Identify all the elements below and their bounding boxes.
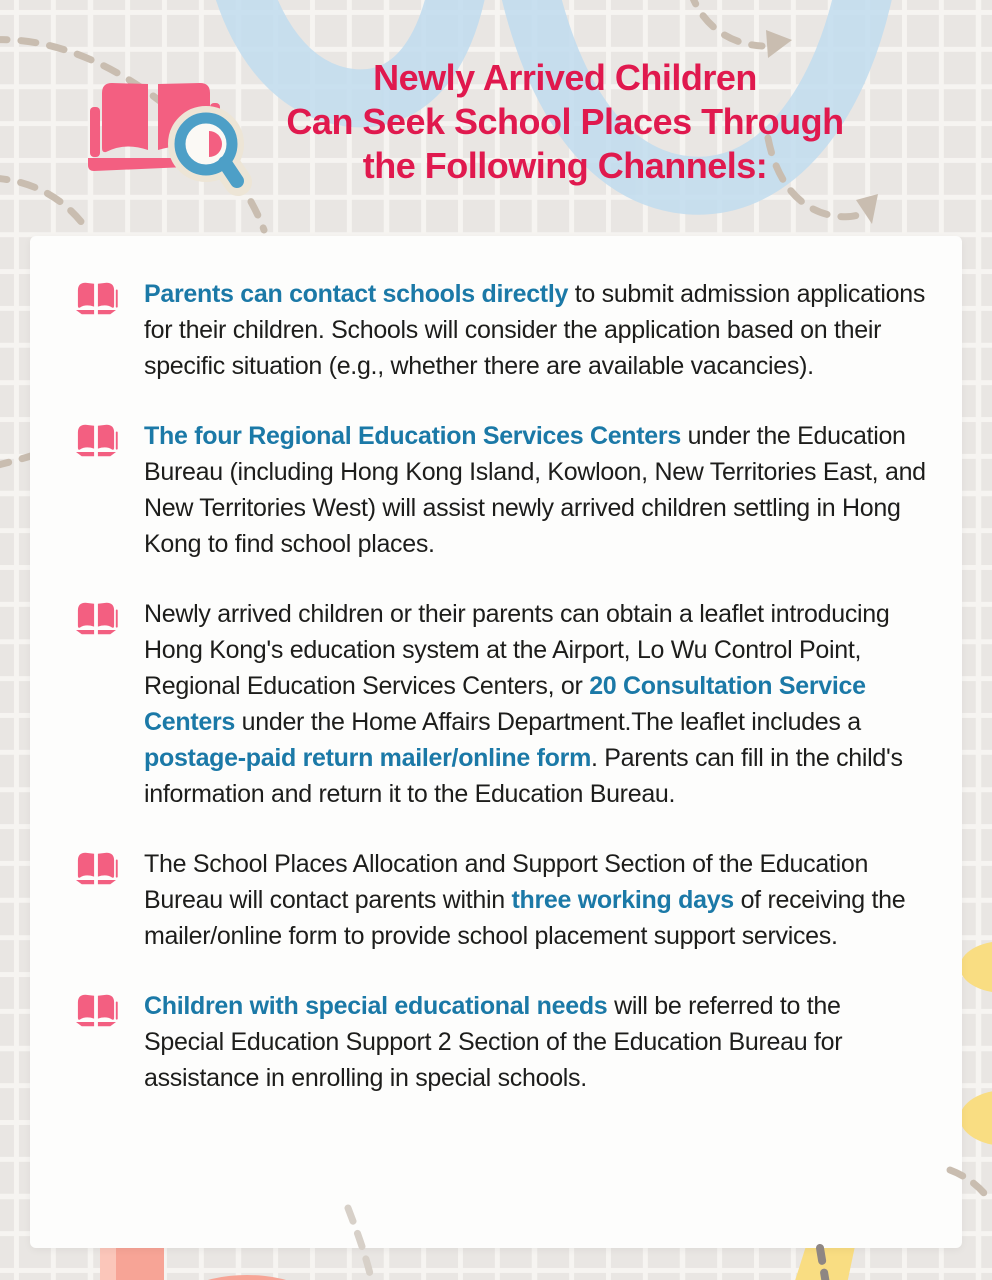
body-text: to submit admission applications for their children. Schools will consider the application based on their specific situation (e.g., whether there are available vacancies). — [144, 280, 926, 380]
title-line-1: Newly Arrived Children — [373, 57, 757, 98]
list-item — [74, 418, 926, 562]
body-text: . Parents can fill in the child's information and return it to the Education Bureau. — [144, 744, 903, 808]
body-text: under the Home Affairs Department.The leaflet includes a — [235, 708, 861, 736]
body-text: The School Places Allocation and Support Section of the Education Bureau will contact parents within — [144, 850, 869, 914]
list-item — [74, 596, 926, 812]
body-text: Newly arrived children or their parents can obtain a leaflet introducing Hong Kong's education system at the Airport, Lo Wu Control Point, Regional Education Services Centers, or — [144, 600, 890, 700]
yellow-road-dashes — [820, 1248, 826, 1280]
list-item — [74, 988, 926, 1096]
open-book-icon — [74, 421, 118, 461]
highlight-text: Children with special educational needs — [144, 992, 608, 1020]
item-text — [144, 276, 926, 384]
item-text — [144, 596, 926, 812]
bullet-list — [74, 276, 926, 1096]
open-book-icon — [74, 279, 118, 319]
open-book-icon — [74, 991, 118, 1031]
open-book-icon — [74, 849, 118, 889]
item-text — [144, 988, 926, 1096]
bottom-left-salmon-shapes — [100, 1246, 335, 1280]
open-book-icon — [74, 599, 118, 639]
highlight-text: postage-paid return mailer/online form — [144, 744, 591, 772]
title-line-3: the Following Channels: — [362, 145, 768, 186]
page-title — [215, 56, 915, 188]
item-text — [144, 846, 926, 954]
content-card — [30, 236, 962, 1248]
item-text — [144, 418, 926, 562]
list-item — [74, 276, 926, 384]
highlight-text: The four Regional Education Services Centers — [144, 422, 681, 450]
highlight-text: Parents can contact schools directly — [144, 280, 569, 308]
title-line-2: Can Seek School Places Through — [286, 101, 844, 142]
highlight-text: three working days — [511, 886, 734, 914]
list-item — [74, 846, 926, 954]
body-text: will be referred to the Special Education Support 2 Section of the Education Bureau for assistance in enrolling in special schools. — [144, 992, 843, 1092]
body-text: under the Education Bureau (including Hong Kong Island, Kowloon, New Territories East, and New Territories West) will assist newly arrived children settling in Hong Kong to find school places. — [144, 422, 926, 558]
body-text: of receiving the mailer/online form to provide school placement support services. — [144, 886, 906, 950]
highlight-text: 20 Consultation Service Centers — [144, 672, 866, 736]
